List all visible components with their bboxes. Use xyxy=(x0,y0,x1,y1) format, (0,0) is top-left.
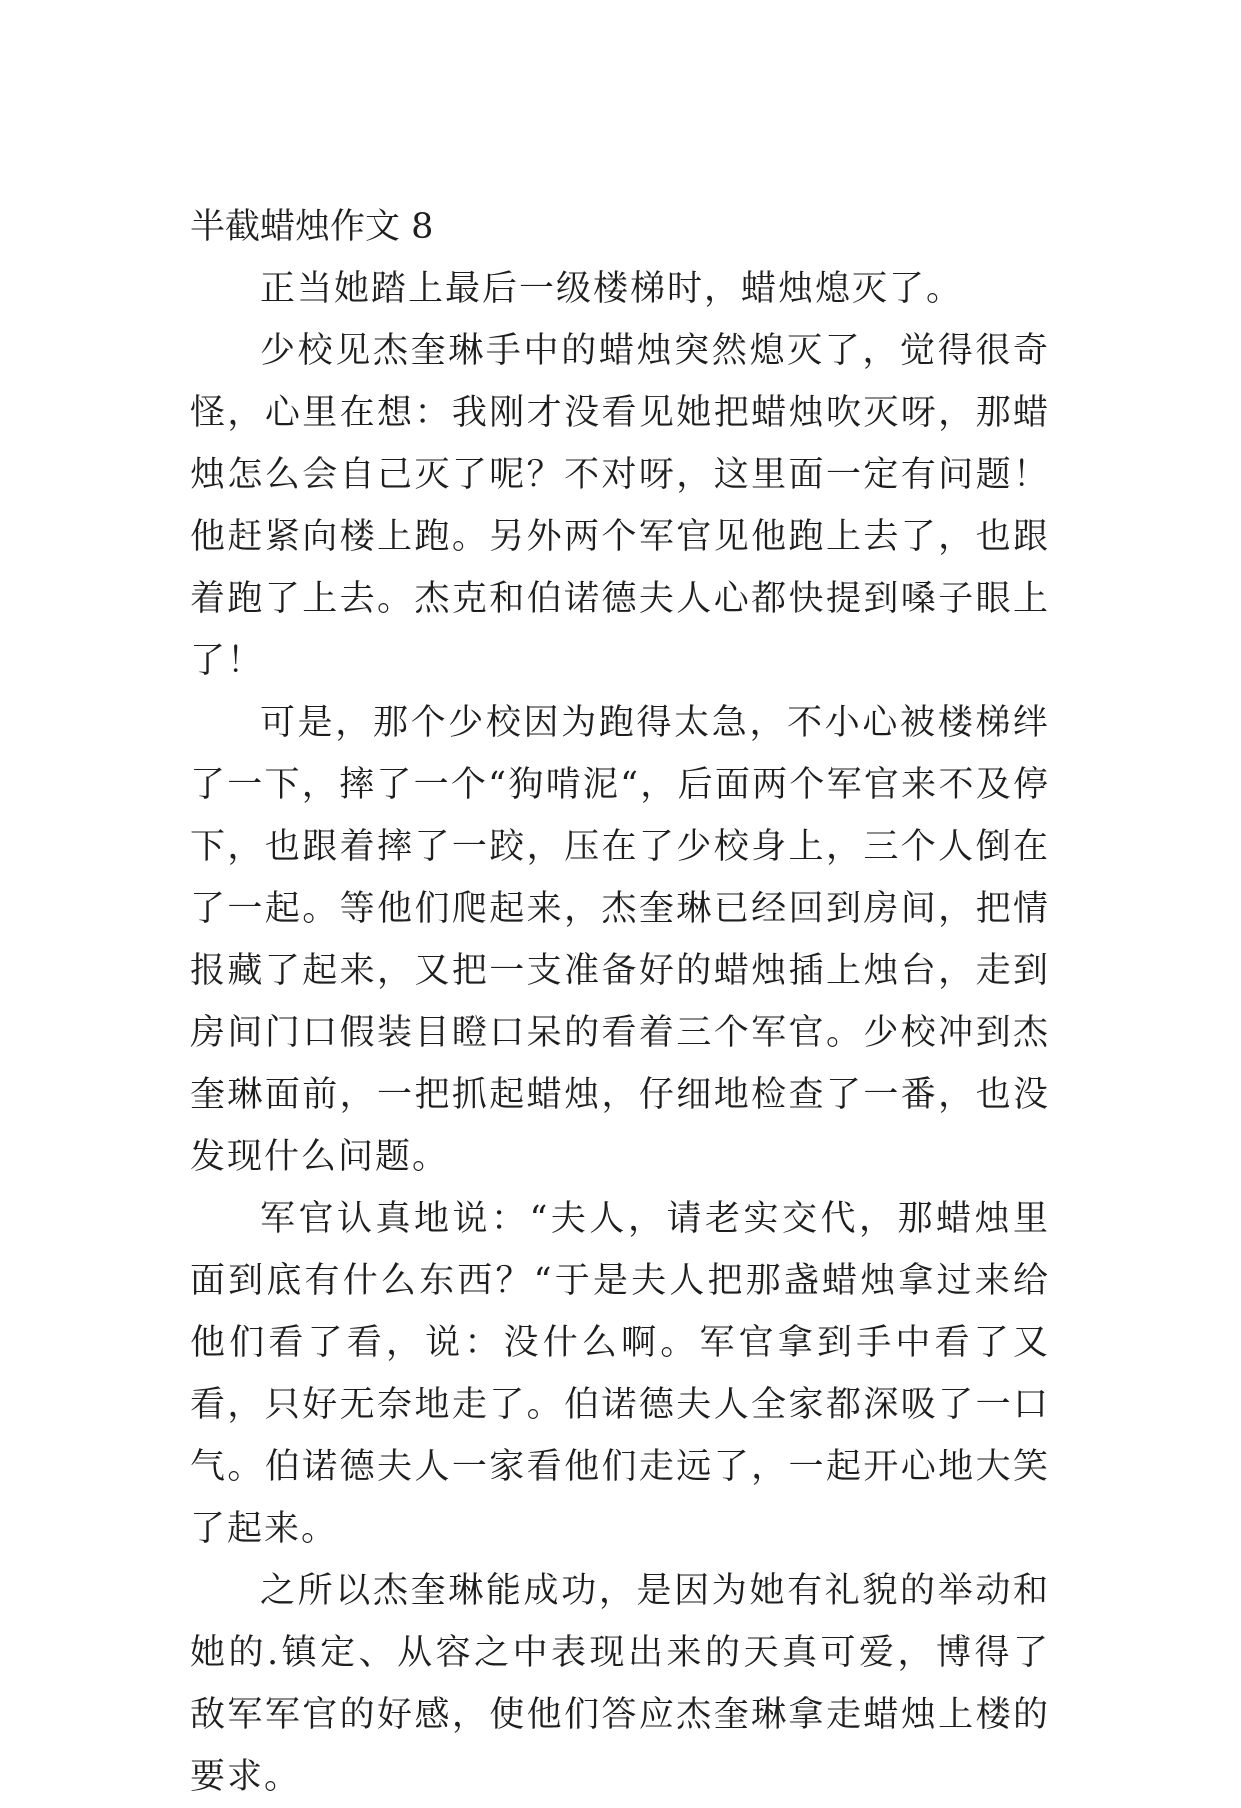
document-title: 半截蜡烛作文 8 xyxy=(190,207,434,247)
paragraph-1: 正当她踏上最后一级楼梯时，蜡烛熄灭了。 xyxy=(260,269,964,309)
paragraph-3: 可是，那个少校因为跑得太急，不小心被楼梯绊了一下，摔了一个“狗啃泥“，后面两个军官来不及停下，也跟着摔了一跤，压在了少校身上，三个人倒在了一起。等他们爬起来，杰奎琳已经回到房间，把情报藏了起来，又把一支准备好的蜡烛插上烛台，走到房间门口假装目瞪口呆的看着三个军官。少校冲到杰奎琳面前，一把抓起蜡烛，仔细地检查了一番，也没发现什么问题。 xyxy=(190,703,1050,1177)
paragraph-4: 军官认真地说：“夫人，请老实交代，那蜡烛里面到底有什么东西？“于是夫人把那盏蜡烛拿过来给他们看了看，说：没什么啊。军官拿到手中看了又看，只好无奈地走了。伯诺德夫人全家都深吸了一口气。伯诺德夫人一家看他们走远了，一起开心地大笑了起来。 xyxy=(190,1199,1050,1549)
document-body xyxy=(190,196,1050,1808)
paragraph-2: 少校见杰奎琳手中的蜡烛突然熄灭了，觉得很奇怪，心里在想：我刚才没看见她把蜡烛吹灭呀，那蜡烛怎么会自己灭了呢？不对呀，这里面一定有问题！他赶紧向楼上跑。另外两个军官见他跑上去了，也跟着跑了上去。杰克和伯诺德夫人心都快提到嗓子眼上了！ xyxy=(190,331,1050,681)
paragraph-5: 之所以杰奎琳能成功，是因为她有礼貌的举动和她的.镇定、从容之中表现出来的天真可爱，博得了敌军军官的好感，使他们答应杰奎琳拿走蜡烛上楼的要求。 xyxy=(190,1571,1050,1797)
